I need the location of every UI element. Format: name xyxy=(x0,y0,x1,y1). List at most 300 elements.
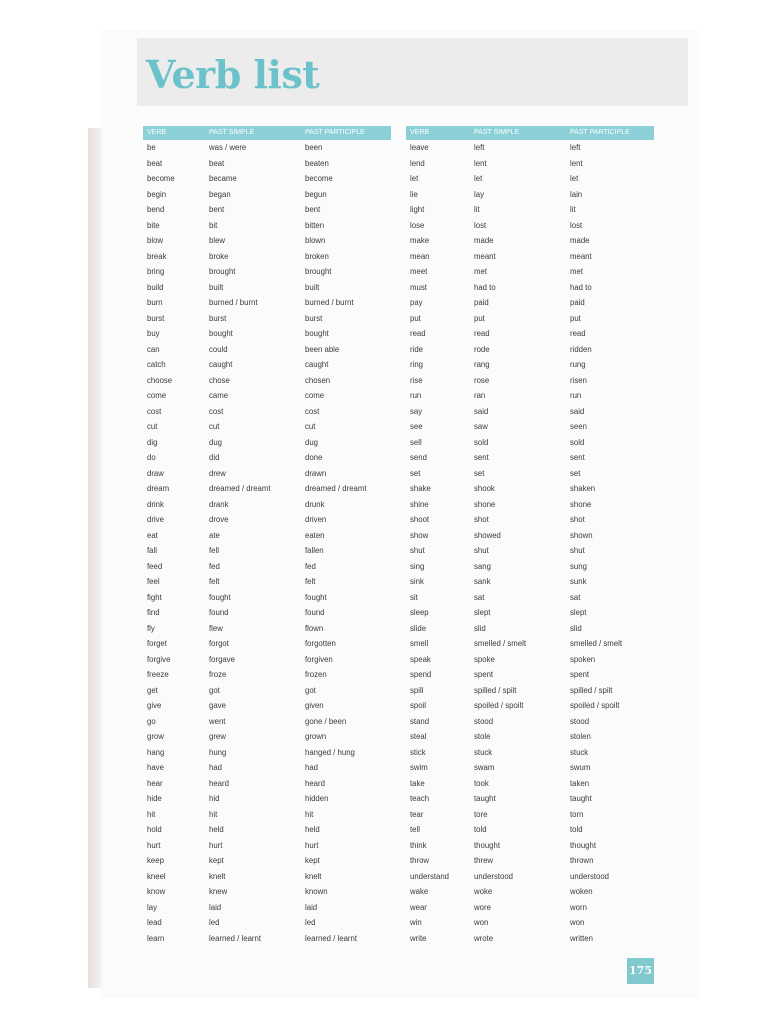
past-participle-cell: sunk xyxy=(570,577,587,586)
past-participle-cell: shown xyxy=(570,530,593,540)
verb-cell: must xyxy=(410,282,427,292)
past-participle-cell: lost xyxy=(570,220,583,230)
header-past-simple: PAST SIMPLE xyxy=(474,129,520,136)
past-participle-cell: bought xyxy=(305,329,329,338)
verb-cell: drink xyxy=(147,499,164,509)
verb-cell: freeze xyxy=(147,670,169,679)
verb-cell: stick xyxy=(410,747,426,757)
past-simple-cell: shot xyxy=(474,515,489,524)
table-row xyxy=(143,311,391,327)
past-participle-cell: told xyxy=(570,825,583,834)
table-row xyxy=(406,760,654,776)
past-participle-cell: blown xyxy=(305,236,326,245)
past-participle-cell: fallen xyxy=(305,546,324,555)
verb-cell: leave xyxy=(410,143,429,152)
verb-cell: speak xyxy=(410,654,431,664)
verb-cell: bring xyxy=(147,267,165,276)
past-simple-cell: drove xyxy=(209,515,229,524)
verb-cell: let xyxy=(410,174,419,183)
verb-cell: stand xyxy=(410,716,430,726)
past-simple-cell: rode xyxy=(474,344,490,354)
past-simple-cell: spoiled / spoilt xyxy=(474,701,524,710)
table-row xyxy=(406,497,654,513)
verb-cell: slide xyxy=(410,623,427,633)
verb-cell: spoil xyxy=(410,701,427,710)
table-row xyxy=(406,667,654,683)
table-row xyxy=(143,404,391,420)
table-row xyxy=(143,249,391,265)
verb-cell: spill xyxy=(410,685,424,695)
past-simple-cell: knew xyxy=(209,887,228,896)
table-row xyxy=(406,776,654,792)
table-row xyxy=(406,869,654,885)
past-simple-cell: gave xyxy=(209,701,226,710)
past-participle-cell: sent xyxy=(570,453,585,462)
past-participle-cell: bent xyxy=(305,205,321,214)
verb-cell: lay xyxy=(147,902,157,912)
past-simple-cell: drew xyxy=(209,468,226,478)
table-row xyxy=(406,652,654,668)
past-participle-cell: sat xyxy=(570,592,581,602)
verb-cell: sing xyxy=(410,561,425,571)
table-row xyxy=(143,528,391,544)
past-simple-cell: drank xyxy=(209,499,229,509)
verb-cell: run xyxy=(410,391,422,400)
verb-cell: steal xyxy=(410,732,427,741)
table-header xyxy=(406,126,654,140)
past-simple-cell: grew xyxy=(209,732,226,741)
past-participle-cell: caught xyxy=(305,360,329,369)
verb-cell: wear xyxy=(410,902,427,912)
verb-cell: catch xyxy=(147,360,166,369)
verb-cell: buy xyxy=(147,329,160,338)
past-simple-cell: flew xyxy=(209,623,223,633)
past-participle-cell: lent xyxy=(570,158,583,168)
verb-cell: lead xyxy=(147,918,162,927)
verb-table-right xyxy=(406,126,654,946)
past-simple-cell: said xyxy=(474,406,489,416)
verb-cell: hang xyxy=(147,747,165,757)
past-participle-cell: smelled / smelt xyxy=(570,639,622,648)
past-participle-cell: woken xyxy=(570,887,593,896)
table-row xyxy=(406,931,654,947)
past-simple-cell: forgave xyxy=(209,654,236,664)
verb-cell: come xyxy=(147,391,167,400)
table-row xyxy=(143,156,391,172)
table-row xyxy=(143,869,391,885)
table-row xyxy=(143,698,391,714)
verb-cell: bite xyxy=(147,220,160,230)
past-participle-cell: drawn xyxy=(305,468,327,478)
past-simple-cell: lent xyxy=(474,158,487,168)
past-participle-cell: led xyxy=(305,918,316,927)
past-simple-cell: built xyxy=(209,282,224,292)
verb-cell: smell xyxy=(410,639,429,648)
verb-cell: put xyxy=(410,313,421,323)
past-simple-cell: kept xyxy=(209,856,224,865)
past-simple-cell: slid xyxy=(474,623,486,633)
verb-cell: find xyxy=(147,608,160,617)
verb-cell: sleep xyxy=(410,608,429,617)
past-simple-cell: hit xyxy=(209,809,218,819)
past-participle-cell: kept xyxy=(305,856,320,865)
past-simple-cell: taught xyxy=(474,794,496,803)
table-row xyxy=(143,714,391,730)
past-simple-cell: slept xyxy=(474,608,491,617)
past-simple-cell: blew xyxy=(209,236,226,245)
past-participle-cell: brought xyxy=(305,267,332,276)
past-participle-cell: felt xyxy=(305,577,316,586)
past-simple-cell: lost xyxy=(474,220,487,230)
verb-cell: shoot xyxy=(410,515,430,524)
table-row xyxy=(143,807,391,823)
table-row xyxy=(143,884,391,900)
past-participle-cell: cut xyxy=(305,422,316,431)
verb-cell: hit xyxy=(147,809,156,819)
table-row xyxy=(406,404,654,420)
verb-cell: shut xyxy=(410,546,425,555)
verb-cell: sell xyxy=(410,437,422,447)
verb-cell: send xyxy=(410,453,427,462)
verb-cell: burn xyxy=(147,298,163,307)
past-participle-cell: thrown xyxy=(570,856,594,865)
table-row xyxy=(143,218,391,234)
verb-cell: win xyxy=(410,918,422,927)
past-simple-cell: hung xyxy=(209,747,227,757)
past-participle-cell: let xyxy=(570,174,579,183)
table-row xyxy=(406,156,654,172)
past-participle-cell: learned / learnt xyxy=(305,933,358,943)
past-participle-cell: sold xyxy=(570,437,585,447)
past-participle-cell: slept xyxy=(570,608,587,617)
table-row xyxy=(406,435,654,451)
past-simple-cell: made xyxy=(474,236,494,245)
table-row xyxy=(143,512,391,528)
past-simple-cell: sent xyxy=(474,453,489,462)
past-simple-cell: smelled / smelt xyxy=(474,639,526,648)
table-row xyxy=(406,187,654,203)
past-participle-cell: stuck xyxy=(570,747,589,757)
table-row xyxy=(143,822,391,838)
header-past-participle: PAST PARTICIPLE xyxy=(305,129,365,136)
past-simple-cell: felt xyxy=(209,577,220,586)
verb-cell: rise xyxy=(410,375,423,385)
past-participle-cell: done xyxy=(305,453,323,462)
past-participle-cell: met xyxy=(570,267,583,276)
table-row xyxy=(143,280,391,296)
table-row xyxy=(143,853,391,869)
past-participle-cell: spoiled / spoilt xyxy=(570,701,620,710)
past-participle-cell: spilled / spilt xyxy=(570,685,613,695)
past-simple-cell: held xyxy=(209,825,224,834)
past-participle-cell: cost xyxy=(305,406,320,416)
verb-cell: see xyxy=(410,422,423,431)
table-row xyxy=(406,745,654,761)
past-participle-cell: burned / burnt xyxy=(305,298,354,307)
verb-cell: tell xyxy=(410,825,420,834)
table-row xyxy=(406,884,654,900)
verb-cell: set xyxy=(410,468,421,478)
past-simple-cell: shone xyxy=(474,499,496,509)
past-participle-cell: written xyxy=(570,933,593,943)
past-participle-cell: forgiven xyxy=(305,654,333,664)
verb-cell: throw xyxy=(410,856,430,865)
past-simple-cell: began xyxy=(209,189,231,199)
table-row xyxy=(143,264,391,280)
table-row xyxy=(143,760,391,776)
table-row xyxy=(143,729,391,745)
table-row xyxy=(143,450,391,466)
table-row xyxy=(406,807,654,823)
past-participle-cell: slid xyxy=(570,623,582,633)
past-participle-cell: put xyxy=(570,313,581,323)
table-row xyxy=(143,574,391,590)
past-simple-cell: brought xyxy=(209,267,236,276)
table-row xyxy=(406,853,654,869)
past-simple-cell: took xyxy=(474,778,489,788)
table-row xyxy=(143,357,391,373)
table-row xyxy=(406,326,654,342)
past-participle-cell: risen xyxy=(570,375,587,385)
past-simple-cell: spilled / spilt xyxy=(474,685,517,695)
table-row xyxy=(143,295,391,311)
past-simple-cell: sank xyxy=(474,577,491,586)
past-participle-cell: worn xyxy=(570,902,587,912)
verb-cell: know xyxy=(147,887,166,896)
verb-cell: spend xyxy=(410,670,432,679)
past-participle-cell: known xyxy=(305,887,328,896)
verb-cell: fight xyxy=(147,592,162,602)
past-simple-cell: spent xyxy=(474,670,494,679)
past-participle-cell: lit xyxy=(570,205,576,214)
past-simple-cell: found xyxy=(209,608,229,617)
past-participle-cell: come xyxy=(305,391,325,400)
verb-cell: bend xyxy=(147,205,165,214)
table-row xyxy=(143,590,391,606)
verb-cell: draw xyxy=(147,468,164,478)
verb-cell: show xyxy=(410,530,429,540)
table-row xyxy=(143,776,391,792)
header-past-simple: PAST SIMPLE xyxy=(209,129,255,136)
verb-cell: become xyxy=(147,174,175,183)
past-simple-cell: dug xyxy=(209,437,223,447)
verb-cell: teach xyxy=(410,794,430,803)
table-row xyxy=(406,621,654,637)
past-participle-cell: shaken xyxy=(570,484,596,493)
verb-cell: hide xyxy=(147,794,162,803)
past-participle-cell: won xyxy=(570,918,585,927)
verb-cell: learn xyxy=(147,933,165,943)
past-simple-cell: became xyxy=(209,174,237,183)
verb-cell: grow xyxy=(147,732,164,741)
past-participle-cell: taken xyxy=(570,778,590,788)
past-participle-cell: fed xyxy=(305,561,316,571)
past-simple-cell: stuck xyxy=(474,747,493,757)
past-participle-cell: hidden xyxy=(305,794,329,803)
table-row xyxy=(406,419,654,435)
past-participle-cell: fought xyxy=(305,592,327,602)
past-participle-cell: torn xyxy=(570,809,584,819)
past-simple-cell: stood xyxy=(474,716,494,726)
past-participle-cell: hurt xyxy=(305,840,319,850)
verb-cell: fly xyxy=(147,623,155,633)
past-participle-cell: seen xyxy=(570,422,587,431)
verb-cell: write xyxy=(410,933,427,943)
table-row xyxy=(406,311,654,327)
table-row xyxy=(143,187,391,203)
past-simple-cell: spoke xyxy=(474,654,495,664)
verb-cell: feel xyxy=(147,577,160,586)
table-row xyxy=(406,218,654,234)
past-participle-cell: begun xyxy=(305,189,327,199)
past-simple-cell: ate xyxy=(209,530,220,540)
verb-cell: hold xyxy=(147,825,162,834)
past-simple-cell: left xyxy=(474,143,485,152)
past-participle-cell: frozen xyxy=(305,670,327,679)
past-simple-cell: wore xyxy=(474,902,491,912)
past-simple-cell: bought xyxy=(209,329,233,338)
past-simple-cell: sold xyxy=(474,437,489,447)
past-simple-cell: wrote xyxy=(474,933,494,943)
table-row xyxy=(406,636,654,652)
past-simple-cell: met xyxy=(474,267,487,276)
past-participle-cell: laid xyxy=(305,902,318,912)
table-row xyxy=(143,559,391,575)
table-row xyxy=(406,342,654,358)
past-simple-cell: saw xyxy=(474,422,488,431)
table-row xyxy=(406,450,654,466)
past-simple-cell: shook xyxy=(474,484,495,493)
past-simple-cell: had to xyxy=(474,282,496,292)
past-participle-cell: swum xyxy=(570,763,591,772)
past-participle-cell: thought xyxy=(570,840,597,850)
verb-cell: kneel xyxy=(147,871,166,881)
past-participle-cell: rung xyxy=(570,360,586,369)
past-participle-cell: dreamed / dreamt xyxy=(305,484,367,493)
verb-cell: feed xyxy=(147,561,163,571)
past-simple-cell: caught xyxy=(209,360,233,369)
past-participle-cell: spoken xyxy=(570,654,596,664)
table-row xyxy=(143,652,391,668)
table-row xyxy=(143,388,391,404)
past-simple-cell: put xyxy=(474,313,485,323)
past-simple-cell: set xyxy=(474,468,485,478)
past-simple-cell: ran xyxy=(474,391,486,400)
verb-cell: eat xyxy=(147,530,158,540)
past-participle-cell: eaten xyxy=(305,530,325,540)
verb-table-left xyxy=(143,126,391,946)
table-row xyxy=(406,714,654,730)
verb-cell: shake xyxy=(410,484,431,493)
past-simple-cell: told xyxy=(474,825,487,834)
past-participle-cell: ridden xyxy=(570,344,592,354)
past-simple-cell: burst xyxy=(209,313,227,323)
past-simple-cell: froze xyxy=(209,670,227,679)
past-simple-cell: chose xyxy=(209,375,230,385)
past-participle-cell: made xyxy=(570,236,590,245)
verb-cell: forget xyxy=(147,639,167,648)
past-simple-cell: rose xyxy=(474,375,490,385)
past-simple-cell: shut xyxy=(474,546,489,555)
table-row xyxy=(406,683,654,699)
table-row xyxy=(406,915,654,931)
table-row xyxy=(143,900,391,916)
past-participle-cell: chosen xyxy=(305,375,331,385)
past-simple-cell: cut xyxy=(209,422,220,431)
verb-cell: build xyxy=(147,282,164,292)
page-number: 175 xyxy=(627,958,654,984)
verb-cell: wake xyxy=(410,887,429,896)
verb-cell: lend xyxy=(410,158,425,168)
table-row xyxy=(143,683,391,699)
table-row xyxy=(406,574,654,590)
past-participle-cell: burst xyxy=(305,313,323,323)
table-row xyxy=(143,326,391,342)
past-participle-cell: hit xyxy=(305,809,314,819)
past-simple-cell: heard xyxy=(209,778,229,788)
verb-cell: give xyxy=(147,701,162,710)
table-row xyxy=(143,435,391,451)
past-participle-cell: beaten xyxy=(305,158,329,168)
verb-cell: forgive xyxy=(147,654,171,664)
past-participle-cell: become xyxy=(305,174,333,183)
past-participle-cell: knelt xyxy=(305,871,322,881)
verb-cell: lie xyxy=(410,189,418,199)
past-simple-cell: hurt xyxy=(209,840,223,850)
verb-cell: tear xyxy=(410,809,424,819)
past-participle-cell: flown xyxy=(305,623,324,633)
table-row xyxy=(143,342,391,358)
past-participle-cell: spent xyxy=(570,670,590,679)
past-participle-cell: bitten xyxy=(305,220,325,230)
past-simple-cell: sat xyxy=(474,592,485,602)
past-participle-cell: shut xyxy=(570,546,585,555)
past-simple-cell: meant xyxy=(474,251,496,261)
past-participle-cell: forgotten xyxy=(305,639,336,648)
past-simple-cell: forgot xyxy=(209,639,229,648)
past-simple-cell: was / were xyxy=(209,143,247,152)
past-participle-cell: lain xyxy=(570,189,583,199)
table-row xyxy=(143,481,391,497)
verb-cell: beat xyxy=(147,158,163,168)
table-row xyxy=(406,559,654,575)
verb-cell: light xyxy=(410,205,425,214)
table-row xyxy=(143,636,391,652)
past-simple-cell: went xyxy=(209,716,226,726)
past-simple-cell: broke xyxy=(209,251,229,261)
past-simple-cell: came xyxy=(209,391,229,400)
verb-cell: dream xyxy=(147,484,170,493)
past-simple-cell: paid xyxy=(474,298,489,307)
past-simple-cell: cost xyxy=(209,406,224,416)
past-simple-cell: read xyxy=(474,329,490,338)
past-participle-cell: set xyxy=(570,468,581,478)
past-simple-cell: tore xyxy=(474,809,488,819)
table-row xyxy=(143,373,391,389)
page-binding-shadow xyxy=(88,128,102,988)
past-participle-cell: shone xyxy=(570,499,592,509)
past-participle-cell: gone / been xyxy=(305,716,347,726)
verb-cell: get xyxy=(147,685,158,695)
past-simple-cell: won xyxy=(474,918,489,927)
past-participle-cell: read xyxy=(570,329,586,338)
past-simple-cell: could xyxy=(209,344,228,354)
table-row xyxy=(406,698,654,714)
past-participle-cell: grown xyxy=(305,732,327,741)
past-simple-cell: rang xyxy=(474,360,490,369)
verb-cell: say xyxy=(410,406,423,416)
table-row xyxy=(143,466,391,482)
